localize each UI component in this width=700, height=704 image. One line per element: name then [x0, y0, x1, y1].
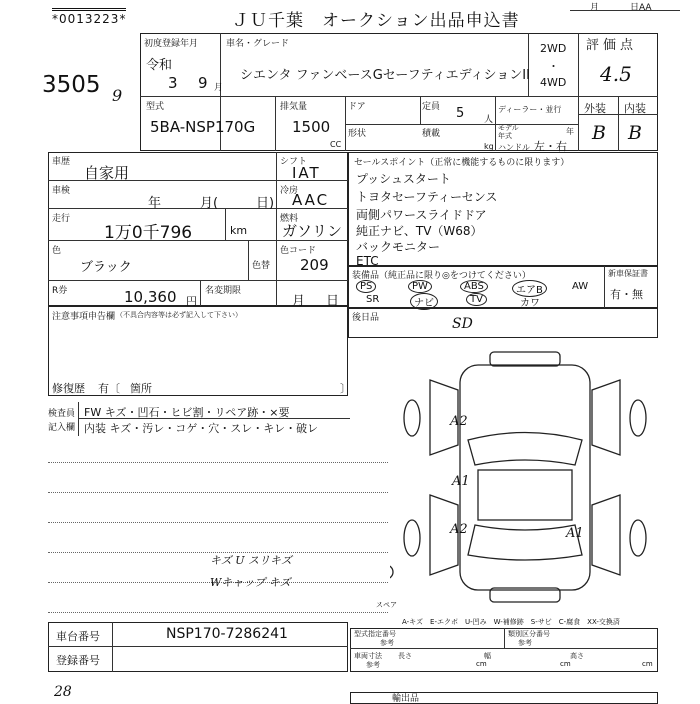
chassis-value: NSP170-7286241	[166, 626, 288, 642]
rear-items-label: 後日品	[352, 313, 380, 323]
equip-leather: カワ	[520, 298, 540, 309]
manual-label: 新車保証書	[608, 269, 648, 278]
equip-airbag: エアB	[512, 280, 547, 297]
equipment-label: 装備品（純正品に限り◎をつけてください）	[352, 271, 531, 281]
mileage-unit: km	[230, 224, 248, 237]
serial-barcode: *0013223*	[52, 8, 126, 26]
type-no-ref: 参考	[380, 639, 394, 647]
type-label: 型式	[146, 102, 165, 112]
recycle-unit: 円	[186, 295, 197, 308]
repair-close: 〕	[340, 382, 351, 395]
history-value: 自家用	[84, 164, 130, 182]
fuel-value: ガソリン	[282, 222, 343, 240]
spare-label: スペア	[376, 601, 397, 609]
rating-label: 評価点	[586, 38, 638, 53]
repair-label: 修復歴	[52, 382, 85, 395]
registration-month: 9	[198, 74, 208, 92]
capacity-label: 定員	[422, 102, 441, 112]
color-code-value: 209	[300, 256, 329, 274]
footer-label: 輸出品	[392, 694, 420, 704]
displacement-label: 排気量	[280, 102, 308, 112]
sales-point-item: バックモニター	[356, 240, 441, 254]
drive-dot: ・	[548, 60, 559, 73]
capacity-value: 5	[456, 106, 465, 121]
aircon-value: AAC	[292, 191, 330, 209]
hand-note-2: Wキャップ キズ	[210, 576, 291, 589]
equip-sr: SR	[366, 294, 380, 305]
dimension-ref: 参考	[366, 661, 380, 669]
inspector-row-2: 内装 キズ・汚レ・コゲ・穴・スレ・キレ・破レ	[84, 422, 319, 435]
lot-suffix: 9	[112, 86, 123, 105]
interior-label: 内装	[624, 102, 646, 115]
mileage-value: 1万0千796	[104, 223, 193, 243]
deadline-day: 日	[326, 294, 340, 309]
type-no-label: 型式指定番号	[354, 630, 396, 638]
history-label: 車歴	[52, 157, 71, 167]
equip-aw: AW	[572, 281, 589, 292]
sales-point-item: プッシュスタート	[356, 172, 451, 186]
equip-navi: ナビ	[410, 293, 438, 310]
model-year-unit: 年	[566, 127, 574, 136]
vehicle-damage-diagram	[390, 350, 660, 610]
chassis-label: 車台番号	[56, 630, 100, 643]
registration-year: 3	[168, 74, 178, 92]
color-value: ブラック	[80, 260, 132, 275]
aircon-label: 冷房	[280, 186, 299, 196]
inspection-month: 月(	[200, 196, 219, 211]
inspection-year: 年	[148, 196, 162, 211]
color-label: 色	[52, 246, 62, 256]
shift-label: シフト	[280, 157, 308, 167]
notes-sub: （不具合内容等は必ず記入して下さい）	[116, 311, 242, 319]
notes-label: 注意事項申告欄	[52, 312, 116, 322]
registration-no-label: 登録番号	[56, 654, 100, 667]
recycle-label: R券	[52, 286, 68, 296]
manual-value: 有・無	[610, 288, 643, 301]
equip-ps: PS	[356, 280, 376, 293]
model-label: 車名・グレード	[226, 39, 290, 49]
damage-mark: A1	[566, 526, 584, 541]
interior-grade: B	[628, 122, 642, 144]
equip-abs: ABS	[460, 280, 488, 293]
hand-note-1: キズ U スリキズ	[210, 554, 292, 567]
rear-items	[348, 308, 658, 338]
registration-month-unit: 月	[214, 83, 224, 93]
exterior-grade: B	[592, 122, 606, 144]
inspector-label-1: 検査員	[48, 409, 76, 419]
doors-label: ドア	[348, 102, 366, 112]
deadline-month: 月	[292, 294, 306, 309]
mileage-label: 走行	[52, 214, 71, 224]
registration-label: 初度登録年月	[144, 39, 199, 49]
type-value: 5BA-NSP170G	[150, 118, 256, 136]
equip-tv: TV	[466, 293, 487, 306]
lot-number: 3505	[42, 72, 101, 98]
inspector-label-2: 記入欄	[48, 423, 76, 433]
capacity-unit: 人	[484, 115, 494, 125]
date-day: 日AA	[630, 3, 652, 13]
width-unit: cm	[560, 660, 571, 668]
deadline-label: 名変期限	[205, 286, 242, 296]
width-label: 幅	[484, 652, 491, 660]
handle-label: ハンドル	[498, 143, 530, 152]
date-month: 月	[590, 3, 600, 13]
length-unit: cm	[476, 660, 487, 668]
displacement-unit: CC	[330, 140, 342, 149]
shape-label: 形状	[348, 129, 367, 139]
rating-value: 4.5	[600, 62, 632, 86]
registration-era: 令和	[146, 58, 173, 73]
height-unit: cm	[642, 660, 653, 668]
rear-items-value: SD	[452, 316, 473, 332]
damage-mark: A2	[450, 522, 468, 537]
dimension-label: 車両寸法	[354, 652, 382, 660]
sales-point-item: ETC	[356, 254, 379, 268]
drive-2wd: 2WD	[540, 42, 567, 55]
sales-point-item: 両側パワースライドドア	[356, 208, 487, 222]
damage-legend: A-キズ E-エクボ U-凹み W-補修跡 S-サビ C-腐食 XX-交換済	[402, 618, 620, 626]
page-number: 28	[54, 684, 72, 700]
damage-mark: A1	[452, 474, 470, 489]
sales-points-label: セールスポイント（正常に機能するものに限ります）	[354, 158, 570, 168]
class-no-ref: 参考	[518, 639, 532, 647]
handle-value: 左・右	[534, 140, 567, 153]
inspector-row-1: FW キズ・凹石・ヒビ割・リペア跡・×要	[84, 406, 290, 419]
drive-4wd: 4WD	[540, 76, 567, 89]
color-swap-label: 色替	[252, 261, 271, 271]
inspection-label: 車検	[52, 186, 71, 196]
displacement-value: 1500	[292, 118, 331, 136]
recycle-value: 10,360	[124, 288, 177, 306]
exterior-label: 外装	[584, 102, 606, 115]
dealer-label: ディーラー・並行	[498, 105, 562, 114]
inspection-day: 日)	[256, 196, 275, 211]
load-label: 積載	[422, 129, 441, 139]
color-code-label: 色コード	[280, 246, 317, 256]
shift-value: IAT	[292, 164, 321, 182]
equip-pw: PW	[408, 280, 432, 293]
sales-point-item: トヨタセーフティーセンス	[356, 190, 498, 204]
height-label: 高さ	[570, 652, 584, 660]
class-no-label: 類別区分番号	[508, 630, 550, 638]
damage-mark: A2	[450, 414, 468, 429]
repair-place: 箇所	[130, 382, 152, 395]
fuel-label: 燃料	[280, 214, 299, 224]
page-title: ＪＵ千葉 オークション出品申込書	[232, 11, 520, 31]
repair-value: 有〔	[98, 382, 120, 395]
model-name: シエンタ ファンベースGセーフティエディションII	[240, 68, 530, 83]
length-label: 長さ	[398, 652, 412, 660]
load-unit: kg	[484, 142, 494, 151]
model-year-label: モデル年式	[498, 124, 519, 140]
sales-point-item: 純正ナビ、TV（W68）	[356, 224, 483, 238]
